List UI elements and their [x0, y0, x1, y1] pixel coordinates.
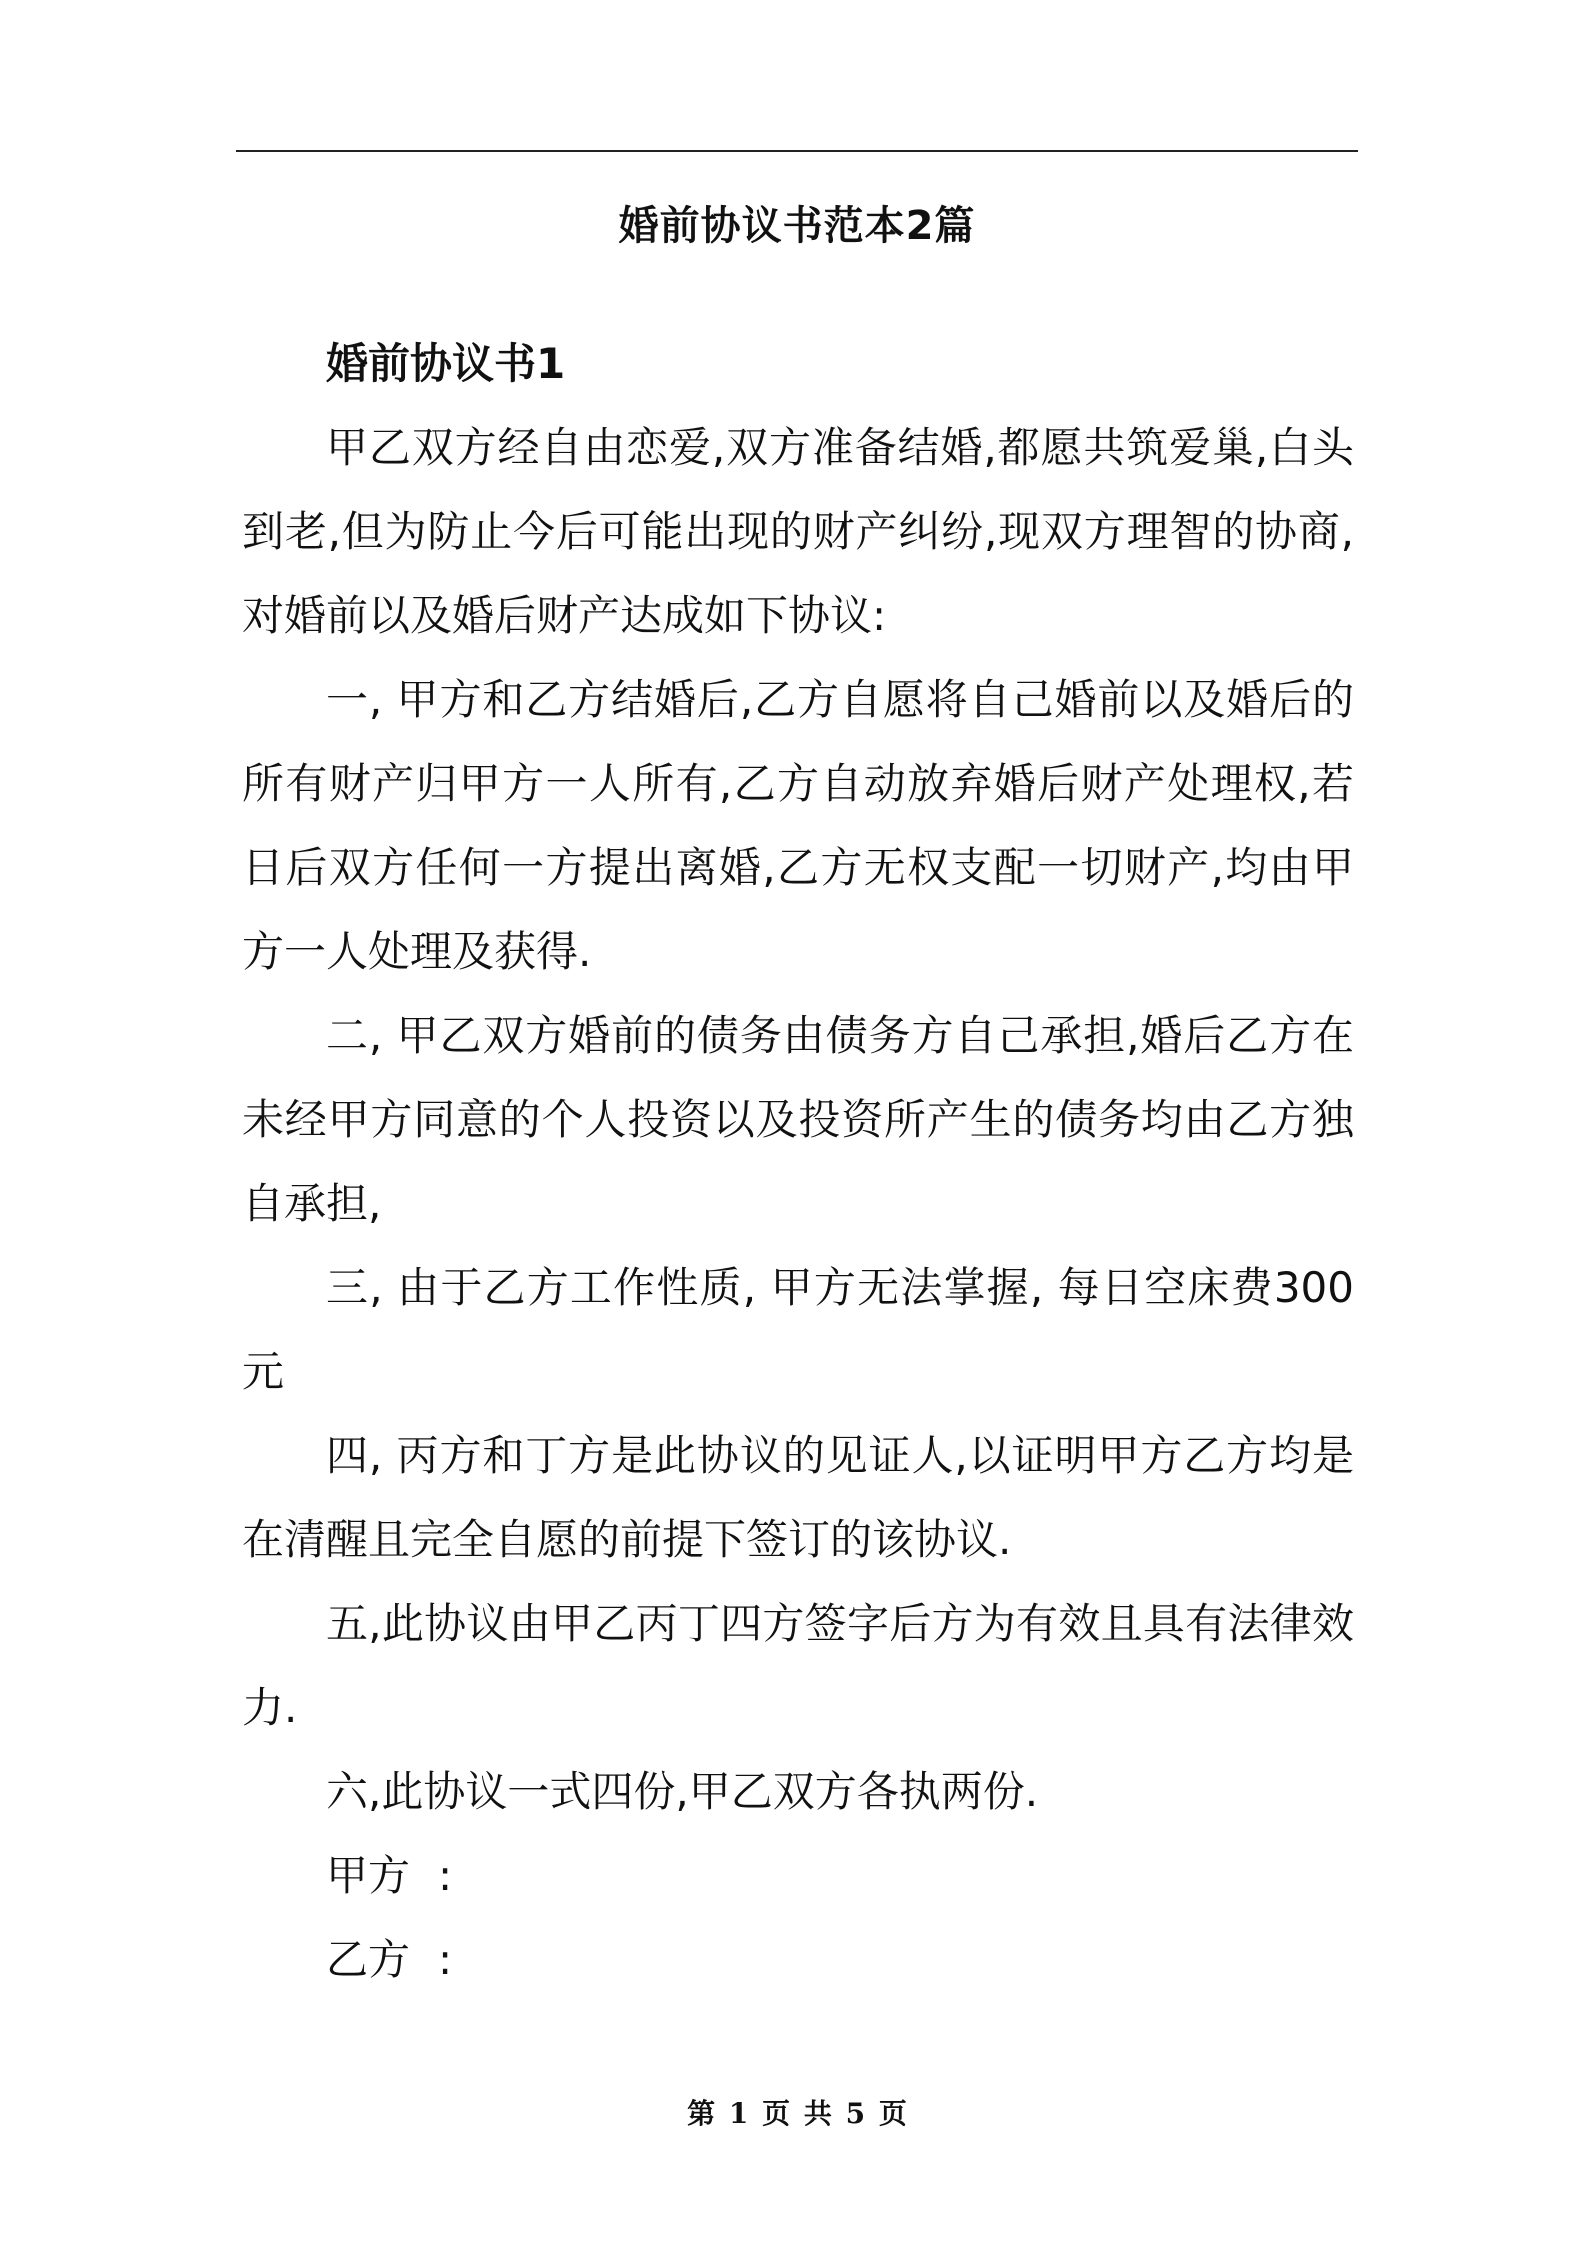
- signature-party-a-label: 甲方: [326, 1851, 411, 1900]
- signature-party-b-colon: :: [438, 1935, 453, 1984]
- page-number-footer: 第 1 页 共 5 页: [687, 2097, 907, 2130]
- signature-party-b: [242, 1918, 1354, 2002]
- paragraph-clause-5: 五,此协议由甲乙丙丁四方签字后方为有效且具有法律效力.: [242, 1599, 1354, 1732]
- signature-party-a-colon: :: [438, 1851, 453, 1900]
- paragraph-clause-4: 四, 丙方和丁方是此协议的见证人,以证明甲方乙方均是在清醒且完全自愿的前提下签订的该协议.: [242, 1431, 1354, 1564]
- document-title: 婚前协议书范本2篇: [618, 203, 976, 249]
- paragraph-intro: 甲乙双方经自由恋爱,双方准备结婚,都愿共筑爱巢,白头到老,但为防止今后可能出现的财产纠纷,现双方理智的协商,对婚前以及婚后财产达成如下协议:: [242, 423, 1354, 640]
- paragraph-clause-3: 三, 由于乙方工作性质, 甲方无法掌握, 每日空床费300元: [242, 1263, 1354, 1396]
- document-body: [242, 322, 1354, 2002]
- signature-party-b-label: 乙方: [326, 1935, 411, 1984]
- section-heading: 婚前协议书1: [326, 339, 566, 388]
- header-rule: [236, 150, 1358, 152]
- paragraph-clause-1: 一, 甲方和乙方结婚后,乙方自愿将自己婚前以及婚后的所有财产归甲方一人所有,乙方自动放弃婚后财产处理权,若日后双方任何一方提出离婚,乙方无权支配一切财产,均由甲方一人处理及获得.: [242, 675, 1354, 976]
- paragraph-clause-6: 六,此协议一式四份,甲乙双方各执两份.: [326, 1767, 1039, 1816]
- signature-party-a: [242, 1834, 1354, 1918]
- paragraph-clause-2: 二, 甲乙双方婚前的债务由债务方自己承担,婚后乙方在未经甲方同意的个人投资以及投资所产生的债务均由乙方独自承担,: [242, 1011, 1354, 1228]
